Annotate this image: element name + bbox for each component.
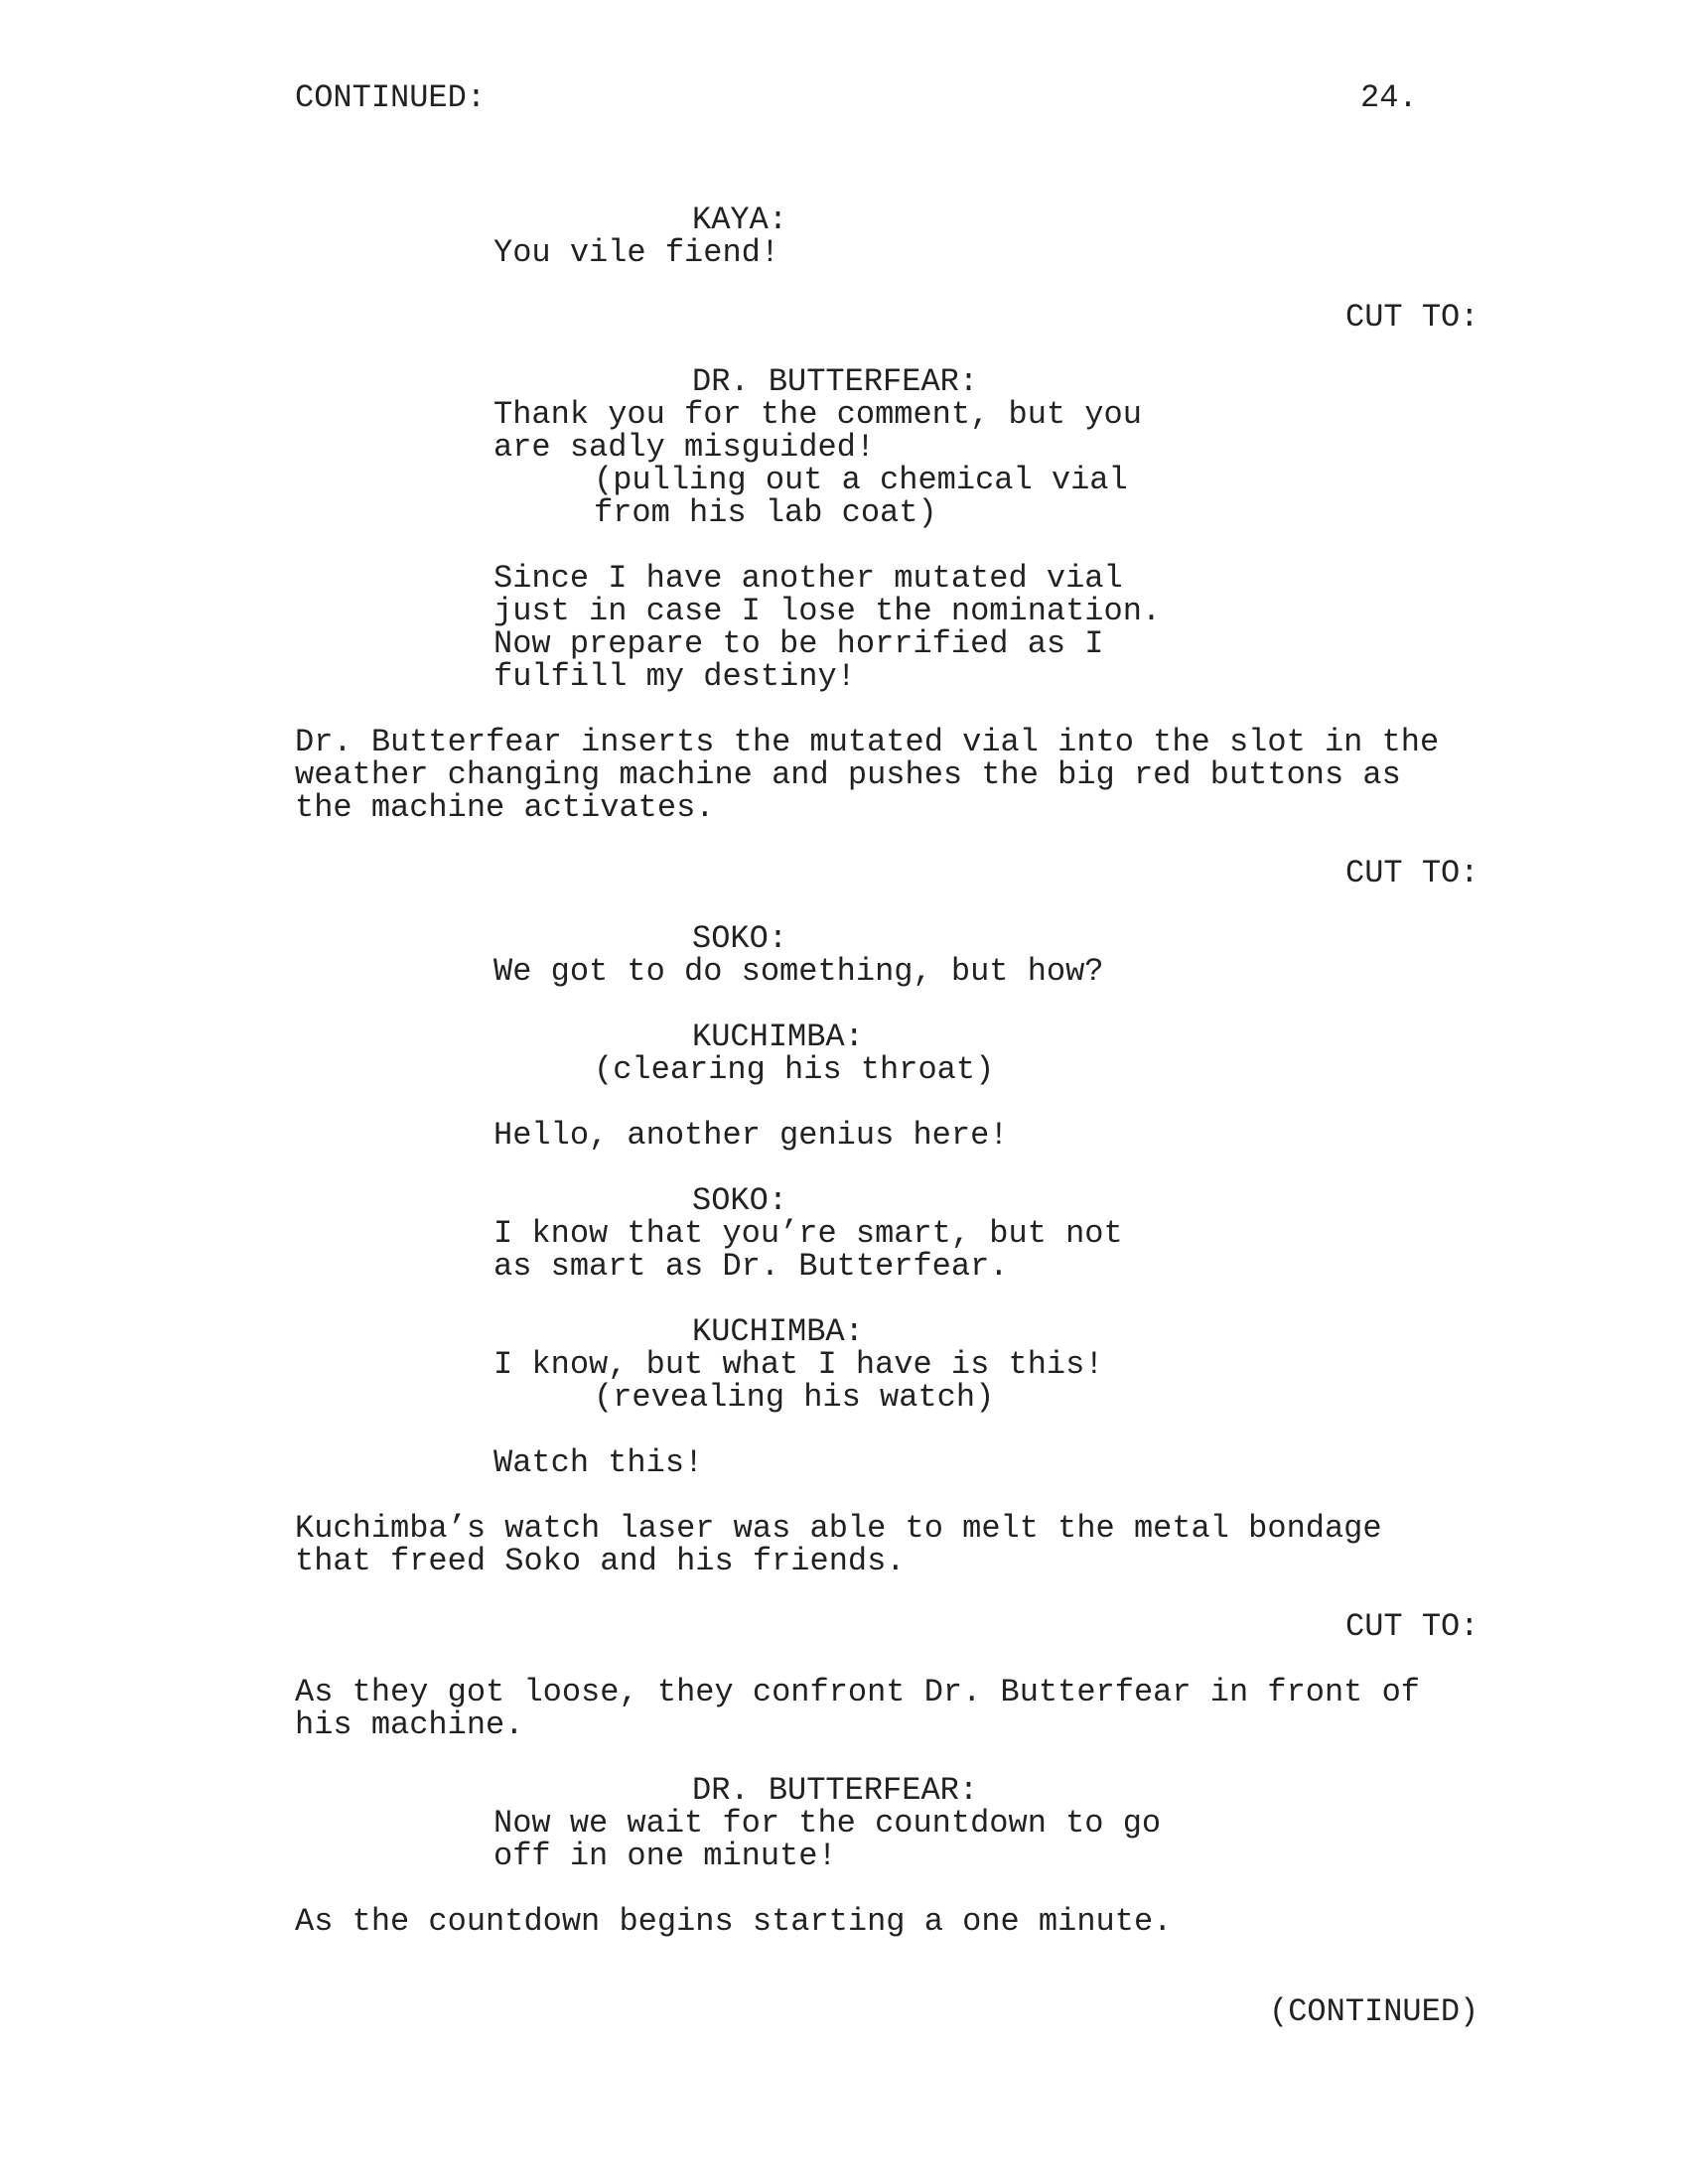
action-line: Dr. Butterfear inserts the mutated vial into the slot in the (295, 724, 1440, 760)
parenthetical: (pulling out a chemical vial (594, 462, 1128, 498)
action-line: the machine activates. (295, 789, 715, 826)
dialogue-line: Watch this! (493, 1444, 704, 1481)
character-name: SOKO: (692, 1182, 788, 1219)
dialogue-line: just in case I lose the nomination. (493, 593, 1162, 629)
action-line: Kuchimba’s watch laser was able to melt the metal bondage (295, 1510, 1382, 1547)
transition: CUT TO: (1345, 855, 1479, 891)
character-name: DR. BUTTERFEAR: (692, 363, 979, 400)
parenthetical: from his lab coat) (594, 494, 937, 531)
parenthetical: (revealing his watch) (594, 1379, 995, 1416)
transition: CUT TO: (1345, 299, 1479, 336)
dialogue-line: fulfill my destiny! (493, 658, 856, 695)
page-number: 24. (1360, 79, 1418, 116)
action-line: weather changing machine and pushes the big red buttons as (295, 756, 1401, 793)
character-name: DR. BUTTERFEAR: (692, 1772, 979, 1809)
continued-header: CONTINUED: (295, 79, 487, 116)
parenthetical: (clearing his throat) (594, 1051, 995, 1088)
dialogue-line: Now we wait for the countdown to go (493, 1805, 1162, 1842)
transition: CUT TO: (1345, 1608, 1479, 1645)
action-line: As the countdown begins starting a one minute. (295, 1903, 1173, 1940)
continued-footer: (CONTINUED) (1269, 1993, 1479, 2030)
dialogue-line: We got to do something, but how? (493, 953, 1104, 990)
dialogue-line: Since I have another mutated vial (493, 560, 1123, 597)
dialogue-line: Thank you for the comment, but you (493, 396, 1142, 433)
action-line: As they got loose, they confront Dr. Butterfear in front of (295, 1674, 1420, 1710)
character-name: SOKO: (692, 920, 788, 957)
dialogue-line: are sadly misguided! (493, 429, 876, 466)
dialogue-line: Hello, another genius here! (493, 1117, 1009, 1154)
action-line: his machine. (295, 1706, 524, 1743)
dialogue-line: I know that you’re smart, but not (493, 1215, 1123, 1252)
dialogue-line: off in one minute! (493, 1838, 837, 1874)
action-line: that freed Soko and his friends. (295, 1543, 906, 1579)
character-name: KAYA: (692, 202, 788, 238)
dialogue-line: You vile fiend! (493, 234, 780, 271)
dialogue-line: Now prepare to be horrified as I (493, 625, 1104, 662)
character-name: KUCHIMBA: (692, 1313, 864, 1350)
dialogue-line: I know, but what I have is this! (493, 1346, 1104, 1383)
character-name: KUCHIMBA: (692, 1019, 864, 1055)
dialogue-line: as smart as Dr. Butterfear. (493, 1248, 1009, 1285)
